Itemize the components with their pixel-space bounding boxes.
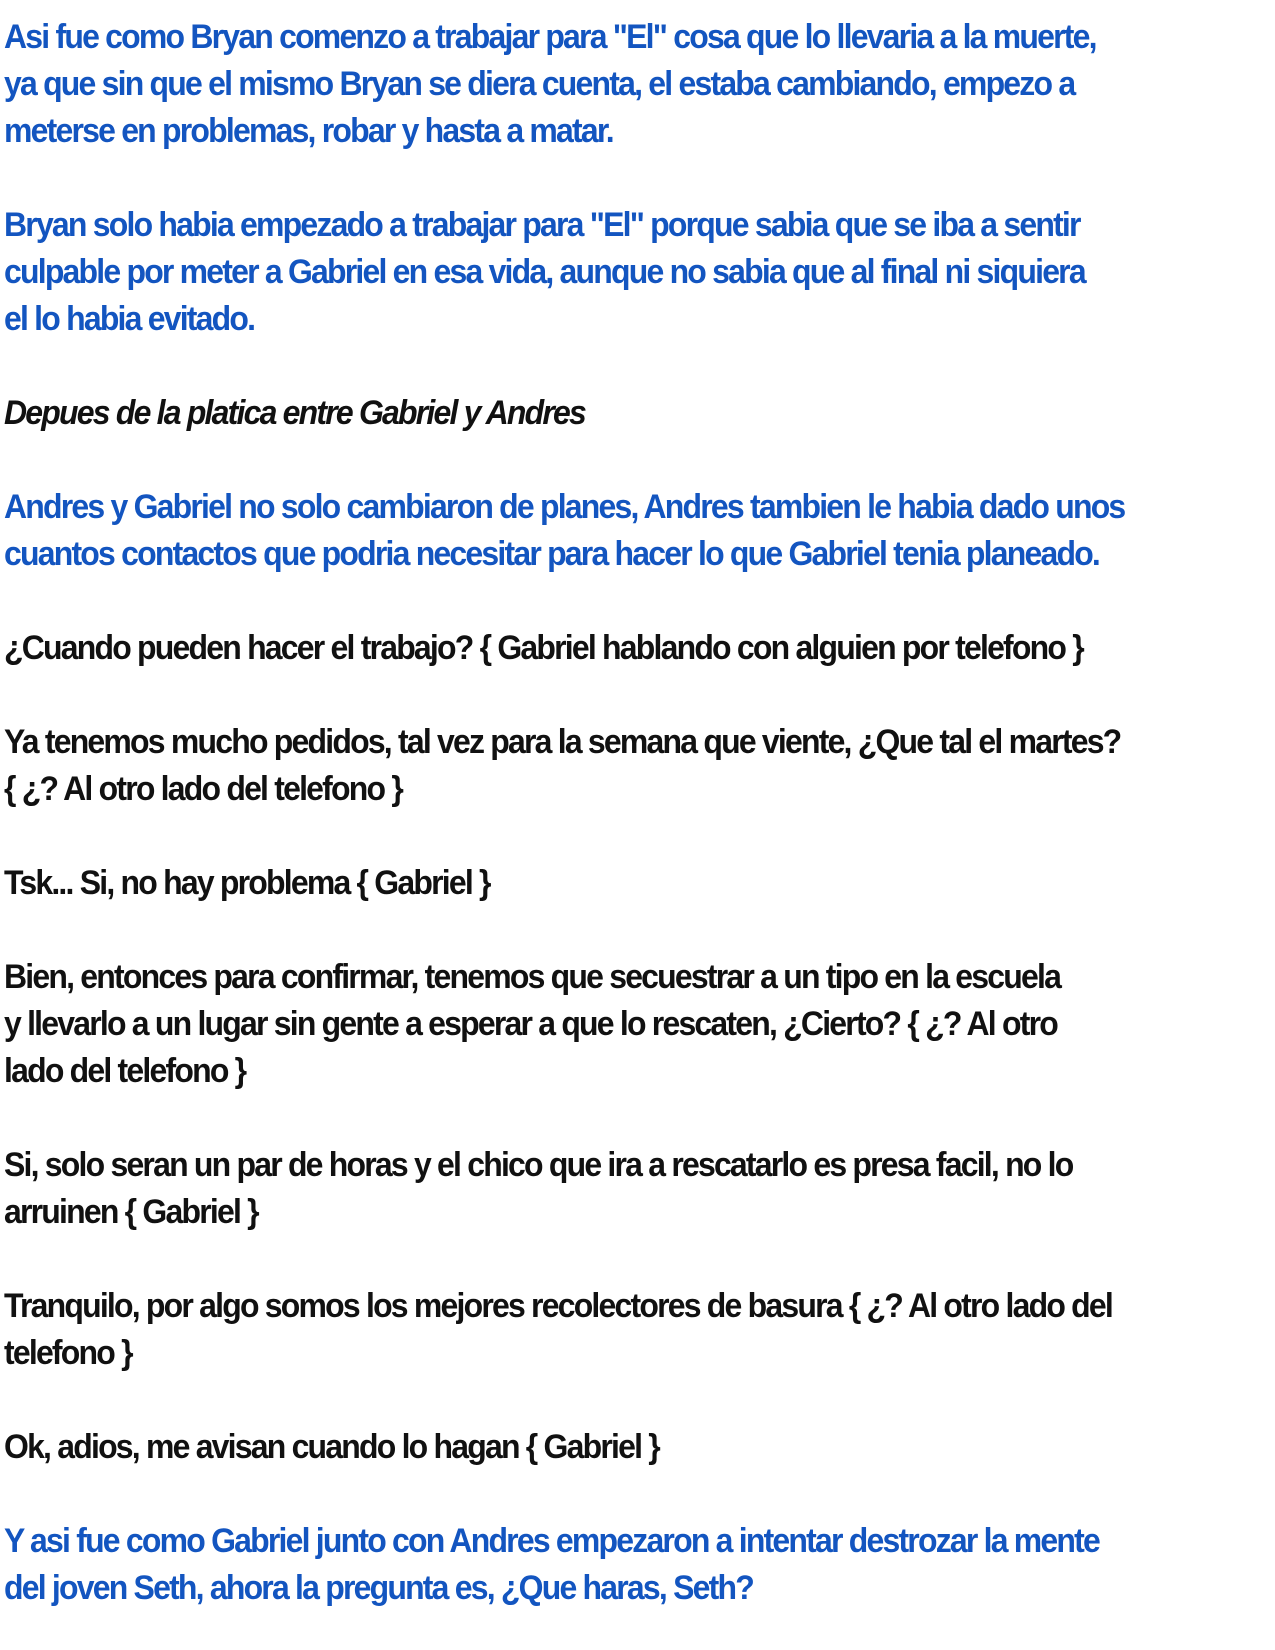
- text-line: cuantos contactos que podria necesitar para hacer lo que Gabriel tenia planeado.: [4, 535, 1100, 573]
- paragraph-spacer: [4, 155, 1266, 202]
- text-line: arruinen { Gabriel }: [4, 1193, 258, 1231]
- narration-paragraph: [4, 14, 1264, 155]
- paragraph-spacer: [4, 907, 1266, 954]
- paragraph-spacer: [4, 1471, 1266, 1518]
- text-line: lado del telefono }: [4, 1052, 246, 1090]
- text-line: culpable por meter a Gabriel en esa vida, aunque no sabia que al final ni siquiera: [4, 253, 1085, 291]
- dialogue-paragraph: [4, 1424, 1264, 1471]
- text-line: Ya tenemos mucho pedidos, tal vez para la semana que viente, ¿Que tal el martes?: [4, 723, 1121, 761]
- text-line: Bien, entonces para confirmar, tenemos que secuestrar a un tipo en la escuela: [4, 958, 1061, 996]
- text-line: meterse en problemas, robar y hasta a matar.: [4, 112, 613, 150]
- document-page: [4, 14, 1266, 1612]
- paragraph-spacer: [4, 1236, 1266, 1283]
- text-line: Depues de la platica entre Gabriel y Andres: [4, 394, 585, 432]
- paragraph-spacer: [4, 1095, 1266, 1142]
- paragraph-spacer: [4, 672, 1266, 719]
- paragraph-spacer: [4, 1377, 1266, 1424]
- narration-paragraph: [4, 202, 1264, 343]
- paragraph-spacer: [4, 578, 1266, 625]
- text-line: ya que sin que el mismo Bryan se diera cuenta, el estaba cambiando, empezo a: [4, 65, 1075, 103]
- text-line: del joven Seth, ahora la pregunta es, ¿Que haras, Seth?: [4, 1569, 753, 1607]
- narration-paragraph: [4, 1518, 1264, 1612]
- dialogue-paragraph: [4, 1142, 1264, 1236]
- text-line: Tranquilo, por algo somos los mejores recolectores de basura { ¿? Al otro lado del: [4, 1287, 1112, 1325]
- text-line: y llevarlo a un lugar sin gente a esperar a que lo rescaten, ¿Cierto? { ¿? Al otro: [4, 1005, 1057, 1043]
- narration-paragraph: [4, 484, 1264, 578]
- text-line: Tsk... Si, no hay problema { Gabriel }: [4, 864, 490, 902]
- dialogue-paragraph: [4, 860, 1264, 907]
- dialogue-paragraph: [4, 625, 1264, 672]
- text-line: Ok, adios, me avisan cuando lo hagan { Gabriel }: [4, 1428, 659, 1466]
- dialogue-paragraph: [4, 719, 1264, 813]
- dialogue-paragraph: [4, 954, 1264, 1095]
- text-line: ¿Cuando pueden hacer el trabajo? { Gabriel hablando con alguien por telefono }: [4, 629, 1083, 667]
- paragraph-spacer: [4, 813, 1266, 860]
- text-line: Asi fue como Bryan comenzo a trabajar para "El" cosa que lo llevaria a la muerte,: [4, 18, 1096, 56]
- scene-heading: [4, 390, 1264, 437]
- dialogue-paragraph: [4, 1283, 1264, 1377]
- paragraph-spacer: [4, 343, 1266, 390]
- text-line: el lo habia evitado.: [4, 300, 255, 338]
- text-line: telefono }: [4, 1334, 132, 1372]
- paragraph-spacer: [4, 437, 1266, 484]
- text-line: { ¿? Al otro lado del telefono }: [4, 770, 402, 808]
- text-line: Andres y Gabriel no solo cambiaron de planes, Andres tambien le habia dado unos: [4, 488, 1125, 526]
- text-line: Si, solo seran un par de horas y el chico que ira a rescatarlo es presa facil, no lo: [4, 1146, 1073, 1184]
- text-line: Y asi fue como Gabriel junto con Andres empezaron a intentar destrozar la mente: [4, 1522, 1100, 1560]
- text-line: Bryan solo habia empezado a trabajar para "El" porque sabia que se iba a sentir: [4, 206, 1080, 244]
